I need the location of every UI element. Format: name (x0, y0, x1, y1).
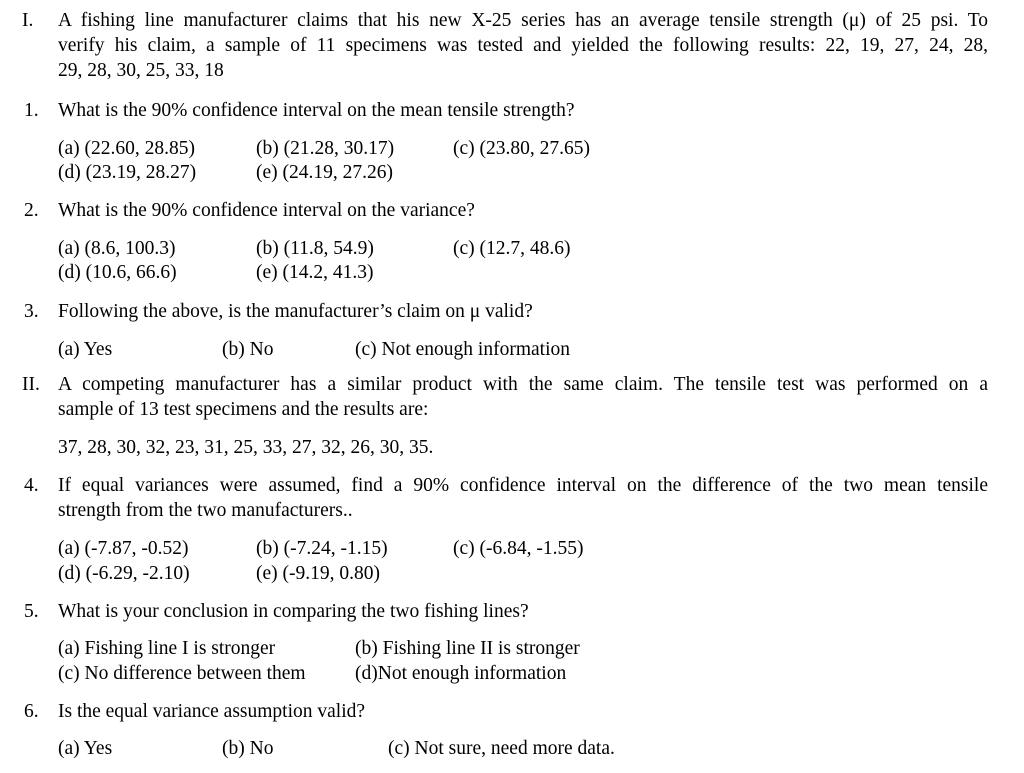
question-4-option-a: (a) (-7.87, -0.52) (58, 538, 189, 559)
question-6-option-b: (b) No (222, 738, 274, 759)
question-5-text: What is your conclusion in comparing the two fishing lines? (58, 601, 529, 622)
section-2-line: A competing manufacturer has a similar product with the same claim. The tensile test was performed on a (58, 374, 988, 395)
question-2-option-b: (b) (11.8, 54.9) (256, 238, 374, 259)
question-2-option-a: (a) (8.6, 100.3) (58, 238, 176, 259)
question-4-line: strength from the two manufacturers.. (58, 500, 353, 521)
question-5-option-a: (a) Fishing line I is stronger (58, 638, 276, 659)
section-2-data: 37, 28, 30, 32, 23, 31, 25, 33, 27, 32, 26, 30, 35. (58, 437, 434, 458)
question-1-option-a: (a) (22.60, 28.85) (58, 138, 196, 159)
section-2-line: sample of 13 test specimens and the results are: (58, 399, 429, 420)
question-2-option-c: (c) (12.7, 48.6) (453, 238, 571, 259)
question-1-option-d: (d) (23.19, 28.27) (58, 162, 197, 183)
question-1-option-c: (c) (23.80, 27.65) (453, 138, 591, 159)
question-3-number: 3. (24, 301, 39, 322)
section-1-line: 29, 28, 30, 25, 33, 18 (58, 60, 224, 81)
question-5-option-d: (d)Not enough information (355, 663, 567, 684)
question-4-option-d: (d) (-6.29, -2.10) (58, 563, 190, 584)
question-4-option-c: (c) (-6.84, -1.55) (453, 538, 584, 559)
section-1-numeral: I. (22, 10, 34, 31)
question-4-line: If equal variances were assumed, find a 90% confidence interval on the difference of the two mean tensile (58, 475, 988, 496)
section-1-line: verify his claim, a sample of 11 specimens was tested and yielded the following results: 22, 19, 27, 24, 28, (58, 35, 988, 56)
question-2-option-d: (d) (10.6, 66.6) (58, 262, 177, 283)
question-1-number: 1. (24, 100, 39, 121)
question-1-option-b: (b) (21.28, 30.17) (256, 138, 395, 159)
section-1-paragraph (58, 8, 988, 83)
question-4-number: 4. (24, 475, 39, 496)
question-5-option-b: (b) Fishing line II is stronger (355, 638, 580, 659)
question-4-text (58, 473, 988, 523)
section-2-paragraph (58, 372, 988, 422)
section-2-numeral: II. (22, 374, 40, 395)
question-4-option-b: (b) (-7.24, -1.15) (256, 538, 388, 559)
question-5-number: 5. (24, 601, 39, 622)
question-6-option-a: (a) Yes (58, 738, 113, 759)
question-3-option-c: (c) Not enough information (355, 339, 570, 360)
question-6-number: 6. (24, 701, 39, 722)
question-2-text: What is the 90% confidence interval on the variance? (58, 200, 475, 221)
question-1-text: What is the 90% confidence interval on the mean tensile strength? (58, 100, 575, 121)
question-3-text: Following the above, is the manufacturer’s claim on μ valid? (58, 301, 533, 322)
question-3-option-a: (a) Yes (58, 339, 113, 360)
section-1-line: A fishing line manufacturer claims that his new X-25 series has an average tensile strength (μ) of 25 psi. To (58, 10, 988, 31)
question-5-option-c: (c) No difference between them (58, 663, 306, 684)
question-1-option-e: (e) (24.19, 27.26) (256, 162, 394, 183)
question-2-number: 2. (24, 200, 39, 221)
question-6-option-c: (c) Not sure, need more data. (388, 738, 615, 759)
question-3-option-b: (b) No (222, 339, 274, 360)
question-2-option-e: (e) (14.2, 41.3) (256, 262, 374, 283)
question-6-text: Is the equal variance assumption valid? (58, 701, 366, 722)
question-4-option-e: (e) (-9.19, 0.80) (256, 563, 380, 584)
